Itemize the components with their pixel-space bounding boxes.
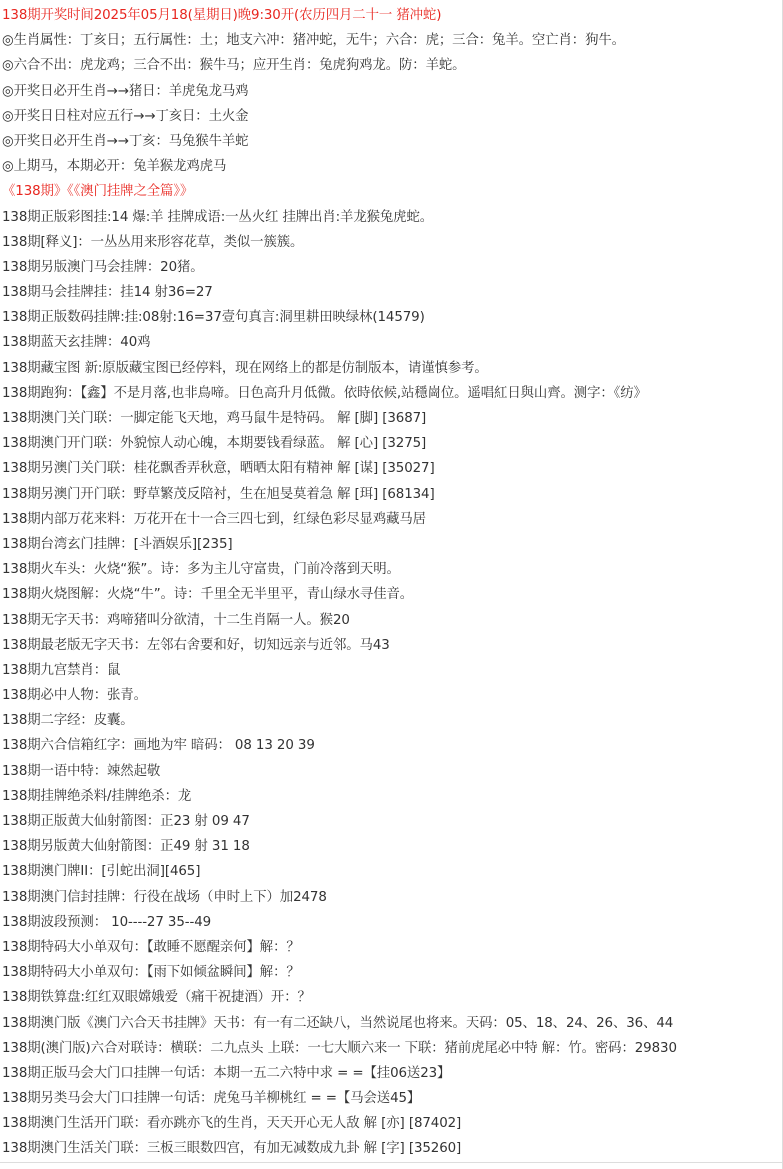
text-line: 138期特码大小单双句：【雨下如倾盆瞬间】解：？ [2, 965, 300, 981]
text-line: 138期火烧图解：火烧“牛”。诗：千里全无半里平，青山绿水寻佳音。 [2, 587, 414, 603]
text-line: 138期二字经：皮囊。 [2, 713, 134, 729]
text-line: 138期铁算盘:红红双眼嫦娥爱（痛干祝捷酒）开：？ [2, 990, 311, 1006]
text-line: 138期蓝天玄挂牌：40鸡 [2, 335, 151, 351]
text-line: 138期马会挂牌挂：挂14 射36=27 [2, 285, 213, 301]
text-line: 138期(澳门版)六合对联诗：横联：二九点头 上联：一七大顺六来一 下联：猪前虎尾必中特 解：竹。密码：29830 [2, 1040, 677, 1056]
text-line: 138期澳门生活开门联：看亦跳亦飞的生肖，天天开心无人敌 解 [亦] [87402] [2, 1116, 462, 1132]
text-line: 138期最老版无字天书：左邻右舍要和好，切知远亲与近邻。马43 [2, 637, 390, 653]
text-line: 138期波段预测： 10----27 35--49 [2, 914, 212, 930]
text-line: 138期特码大小单双句：【敢睡不愿醒亲何】解：？ [2, 939, 300, 955]
text-line: 138期另版黄大仙射箭图：正49 射 31 18 [2, 839, 250, 855]
text-line: 138期九宫禁肖：鼠 [2, 662, 121, 678]
text-line: 138期澳门开门联：外貌惊人动心魄，本期要钱看绿蓝。 解 [心] [3275] [2, 436, 427, 452]
text-line: 138期另澳门开门联：野草繁茂反陪衬，生在旭旻莫着急 解 [珥] [68134] [2, 486, 435, 502]
text-line: 138期六合信箱红字：画地为牢 暗码： 08 13 20 39 [2, 738, 315, 754]
text-line: ◎开奖日必开生肖→→丁亥：马兔猴牛羊蛇 [2, 133, 249, 149]
text-line: 138期澳门生活关门联：三板三眼数四宫，有加无减数成九卦 解 [字] [35260] [0, 1136, 782, 1162]
text-line: 138期必中人物：张青。 [2, 688, 147, 704]
text-line: 138期澳门牌II：[引蛇出洞][465] [2, 864, 201, 880]
text-line: ◎开奖日必开生肖→→猪日：羊虎兔龙马鸡 [2, 83, 249, 99]
text-line: ◎生肖属性：丁亥日；五行属性：土；地支六冲：猪冲蛇，无牛；六合：虎；三合：兔羊。空亡肖：狗牛。 [2, 33, 625, 49]
heading-line: 《138期》《《澳门挂牌之全篇》》 [2, 184, 194, 200]
text-line: ◎六合不出：虎龙鸡；三合不出：猴牛马；应开生肖：兔虎狗鸡龙。防：羊蛇。 [2, 58, 466, 74]
heading-line: 138期开奖时间2025年05月18(星期日)晚9:30开(农历四月二十一 猪冲蛇) [2, 8, 442, 23]
text-line: 138期澳门版《澳门六合天书挂牌》天书：有一有二还缺八，当然说尾也将来。天码：05、18、24、26、36、44 [2, 1015, 674, 1031]
text-line: 138期一语中特：竦然起敬 [2, 763, 161, 779]
text-line: 138期台湾玄门挂牌：[斗酒娱乐][235] [2, 536, 233, 552]
text-line: 138期另澳门关门联：桂花飘香弄秋意，晒晒太阳有精神 解 [谋] [35027] [2, 461, 435, 477]
text-line: 138期另版澳门马会挂牌：20猪。 [2, 259, 204, 275]
text-line: 138期无字天书：鸡啼猪叫分欲清，十二生肖隔一人。猴20 [2, 612, 350, 628]
text-line: 138期正版马会大门口挂牌一句话：本期一五二六特中求 = =【挂06送23】 [2, 1065, 451, 1081]
text-line: 138期藏宝图 新:原版藏宝图已经停料，现在网络上的都是仿制版本，请谨慎参考。 [2, 360, 488, 376]
text-line: ◎上期马，本期必开：兔羊猴龙鸡虎马 [2, 159, 227, 175]
text-line: 138期正版数码挂牌:挂:08射:16=37壹句真言:洞里耕田映绿林(14579) [2, 310, 425, 326]
text-line: 138期澳门信封挂牌：行役在战场（申时上下）加2478 [2, 889, 327, 905]
text-line: 138期跑狗：【鑫】不是月落,也非鳥啼。日色高升月低微。依時依候,站穩崗位。遥唱紅日與山齊。测字：《纺》 [2, 385, 647, 401]
text-line: 138期正版黄大仙射箭图：正23 射 09 47 [2, 814, 250, 829]
text-line: 138期正版彩图挂:14 爆:羊 挂牌成语:一丛火红 挂牌出肖:羊龙猴兔虎蛇。 [2, 209, 434, 225]
text-line: 138期[释义]：一丛丛用来形容花草，类似一簇簇。 [2, 234, 304, 250]
text-line: 138期内部万花来料：万花开在十一合三四七到，红绿色彩尽显鸡藏马居 [2, 511, 426, 527]
text-line: 138期另类马会大门口挂牌一句话：虎兔马羊柳桃红 = =【马会送45】 [2, 1091, 421, 1107]
text-line: ◎开奖日日柱对应五行→→丁亥日：土火金 [2, 108, 249, 124]
text-line: 138期火车头：火烧“猴”。诗：多为主儿守富贵，门前冷落到天明。 [2, 562, 400, 578]
text-line: 138期澳门关门联：一脚定能飞天地，鸡马鼠牛是特码。 解 [脚] [3687] [2, 411, 427, 426]
text-line: 138期挂牌绝杀料/挂牌绝杀：龙 [2, 788, 192, 804]
